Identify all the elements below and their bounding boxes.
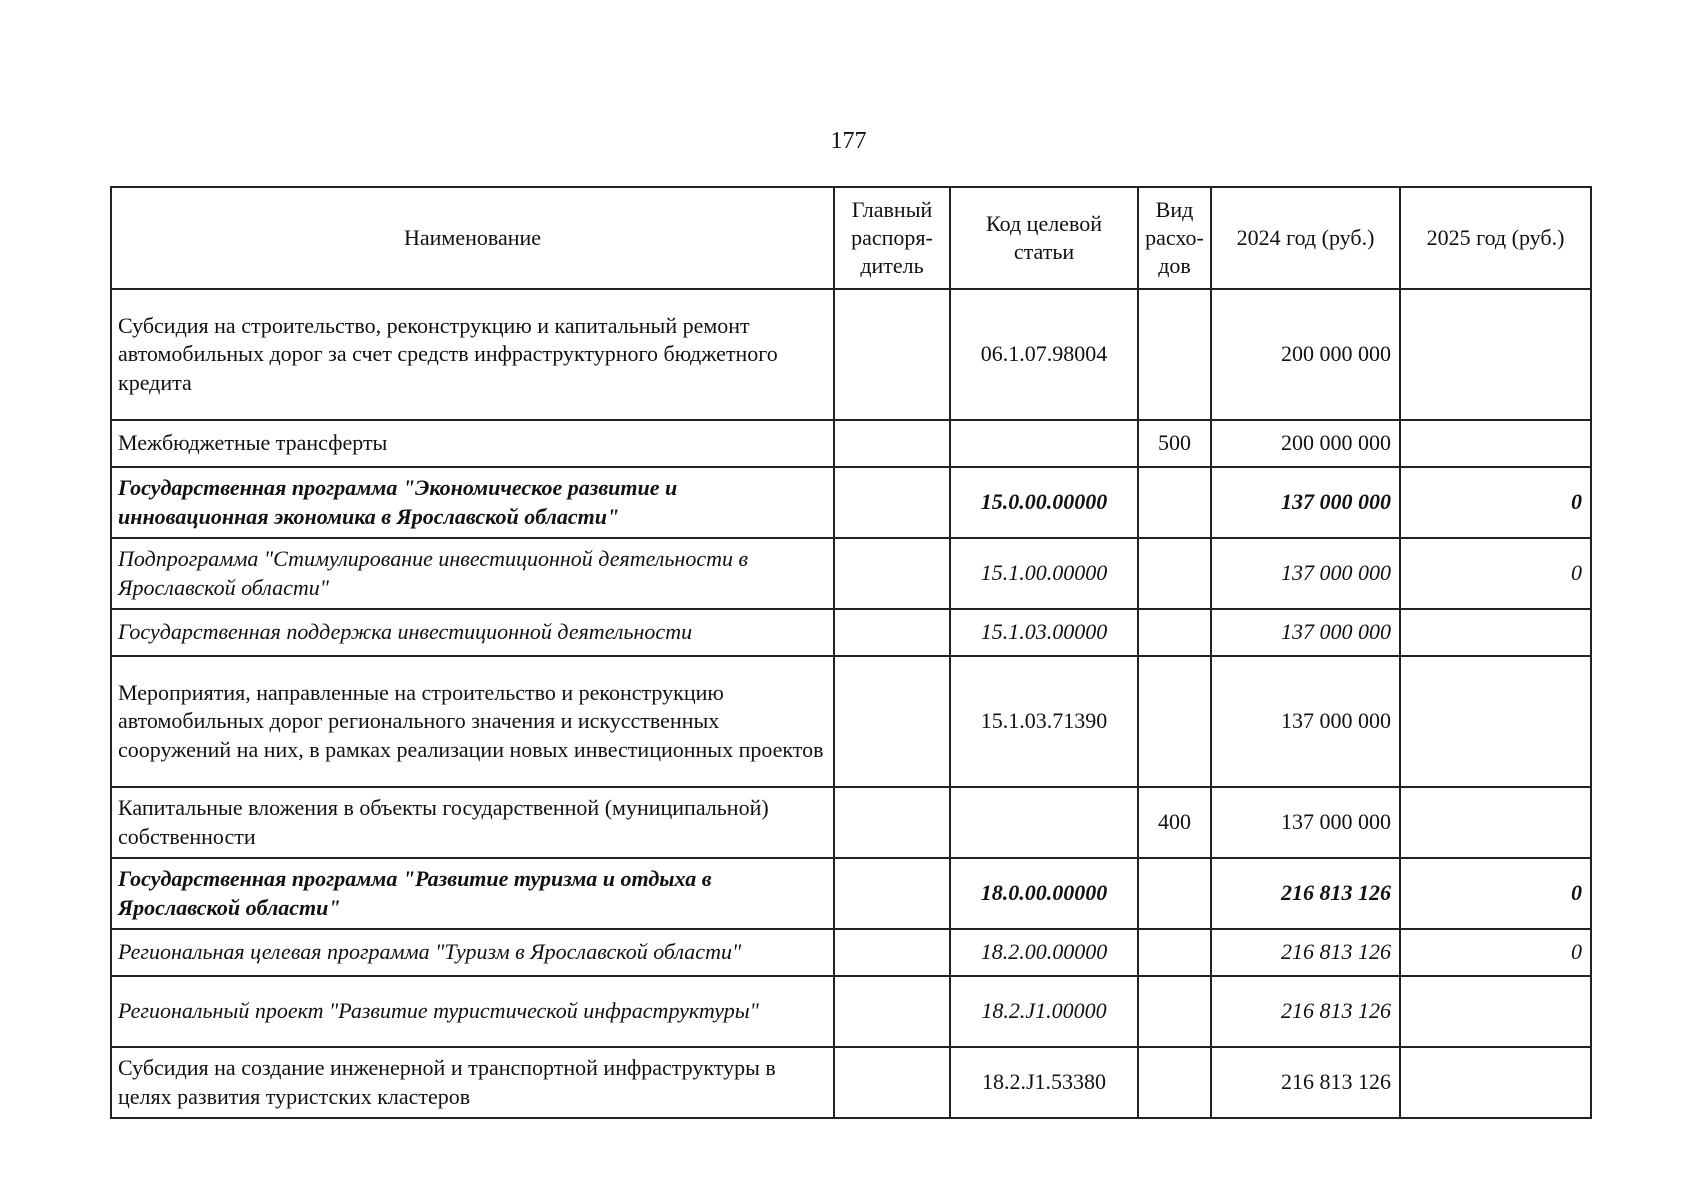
cell-code: 18.2.J1.53380 bbox=[950, 1047, 1138, 1118]
cell-name: Государственная программа "Экономическое развитие и инновационная экономика в Ярославской области" bbox=[111, 467, 834, 538]
table-header-row bbox=[111, 187, 1591, 289]
table-row bbox=[111, 858, 1591, 929]
table-row bbox=[111, 420, 1591, 467]
cell-type bbox=[1138, 929, 1211, 976]
cell-manager bbox=[834, 976, 950, 1047]
cell-name: Региональный проект "Развитие туристической инфраструктуры" bbox=[111, 976, 834, 1047]
cell-code bbox=[950, 420, 1138, 467]
cell-year-2025 bbox=[1400, 976, 1591, 1047]
cell-type: 400 bbox=[1138, 787, 1211, 858]
cell-name: Субсидия на создание инженерной и транспортной инфраструктуры в целях развития туристских кластеров bbox=[111, 1047, 834, 1118]
cell-type bbox=[1138, 467, 1211, 538]
cell-name: Межбюджетные трансферты bbox=[111, 420, 834, 467]
table-row bbox=[111, 1047, 1591, 1118]
cell-year-2024: 137 000 000 bbox=[1211, 656, 1400, 787]
cell-year-2024: 137 000 000 bbox=[1211, 467, 1400, 538]
cell-manager bbox=[834, 929, 950, 976]
cell-year-2025: 0 bbox=[1400, 858, 1591, 929]
cell-manager bbox=[834, 289, 950, 420]
budget-table bbox=[110, 186, 1592, 1119]
table-row bbox=[111, 787, 1591, 858]
cell-type bbox=[1138, 609, 1211, 656]
cell-name: Подпрограмма "Стимулирование инвестиционной деятельности в Ярославской области" bbox=[111, 538, 834, 609]
cell-manager bbox=[834, 787, 950, 858]
cell-year-2024: 216 813 126 bbox=[1211, 929, 1400, 976]
cell-name: Капитальные вложения в объекты государственной (муниципальной) собственности bbox=[111, 787, 834, 858]
cell-name: Субсидия на строительство, реконструкцию и капитальный ремонт автомобильных дорог за счет средств инфраструктурного бюджетного кредита bbox=[111, 289, 834, 420]
cell-year-2025: 0 bbox=[1400, 467, 1591, 538]
cell-type bbox=[1138, 858, 1211, 929]
table-row bbox=[111, 467, 1591, 538]
cell-type: 500 bbox=[1138, 420, 1211, 467]
cell-name: Мероприятия, направленные на строительство и реконструкцию автомобильных дорог регионального значения и искусственных сооружений на них, в рамках реализации новых инвестиционных проектов bbox=[111, 656, 834, 787]
cell-manager bbox=[834, 656, 950, 787]
cell-year-2025 bbox=[1400, 787, 1591, 858]
cell-type bbox=[1138, 289, 1211, 420]
cell-year-2025 bbox=[1400, 1047, 1591, 1118]
page-number: 177 bbox=[830, 128, 867, 154]
table-row bbox=[111, 538, 1591, 609]
header-year-2025: 2025 год (руб.) bbox=[1400, 187, 1591, 289]
cell-code: 18.0.00.00000 bbox=[950, 858, 1138, 929]
cell-year-2025: 0 bbox=[1400, 538, 1591, 609]
cell-code: 15.0.00.00000 bbox=[950, 467, 1138, 538]
cell-year-2024: 216 813 126 bbox=[1211, 976, 1400, 1047]
header-manager: Главный распоря-дитель bbox=[834, 187, 950, 289]
cell-name: Государственная поддержка инвестиционной деятельности bbox=[111, 609, 834, 656]
cell-year-2024: 216 813 126 bbox=[1211, 858, 1400, 929]
cell-type bbox=[1138, 976, 1211, 1047]
header-type: Вид расхо-дов bbox=[1138, 187, 1211, 289]
header-name: Наименование bbox=[111, 187, 834, 289]
cell-year-2024: 137 000 000 bbox=[1211, 538, 1400, 609]
header-code: Код целевой статьи bbox=[950, 187, 1138, 289]
cell-year-2025: 0 bbox=[1400, 929, 1591, 976]
cell-manager bbox=[834, 1047, 950, 1118]
cell-code: 18.2.J1.00000 bbox=[950, 976, 1138, 1047]
cell-code: 15.1.03.71390 bbox=[950, 656, 1138, 787]
header-year-2024: 2024 год (руб.) bbox=[1211, 187, 1400, 289]
cell-year-2024: 137 000 000 bbox=[1211, 609, 1400, 656]
cell-manager bbox=[834, 538, 950, 609]
table-row bbox=[111, 609, 1591, 656]
cell-manager bbox=[834, 420, 950, 467]
cell-manager bbox=[834, 609, 950, 656]
cell-code bbox=[950, 787, 1138, 858]
cell-year-2024: 200 000 000 bbox=[1211, 289, 1400, 420]
table-row bbox=[111, 656, 1591, 787]
table-row bbox=[111, 976, 1591, 1047]
cell-year-2025 bbox=[1400, 656, 1591, 787]
cell-year-2025 bbox=[1400, 420, 1591, 467]
cell-code: 15.1.00.00000 bbox=[950, 538, 1138, 609]
cell-name: Государственная программа "Развитие туризма и отдыха в Ярославской области" bbox=[111, 858, 834, 929]
cell-code: 15.1.03.00000 bbox=[950, 609, 1138, 656]
cell-manager bbox=[834, 858, 950, 929]
cell-year-2025 bbox=[1400, 609, 1591, 656]
cell-code: 18.2.00.00000 bbox=[950, 929, 1138, 976]
cell-type bbox=[1138, 538, 1211, 609]
cell-year-2024: 137 000 000 bbox=[1211, 787, 1400, 858]
cell-name: Региональная целевая программа "Туризм в Ярославской области" bbox=[111, 929, 834, 976]
cell-manager bbox=[834, 467, 950, 538]
cell-year-2024: 200 000 000 bbox=[1211, 420, 1400, 467]
cell-year-2024: 216 813 126 bbox=[1211, 1047, 1400, 1118]
table-row bbox=[111, 929, 1591, 976]
table-row bbox=[111, 289, 1591, 420]
cell-type bbox=[1138, 1047, 1211, 1118]
cell-code: 06.1.07.98004 bbox=[950, 289, 1138, 420]
cell-year-2025 bbox=[1400, 289, 1591, 420]
cell-type bbox=[1138, 656, 1211, 787]
